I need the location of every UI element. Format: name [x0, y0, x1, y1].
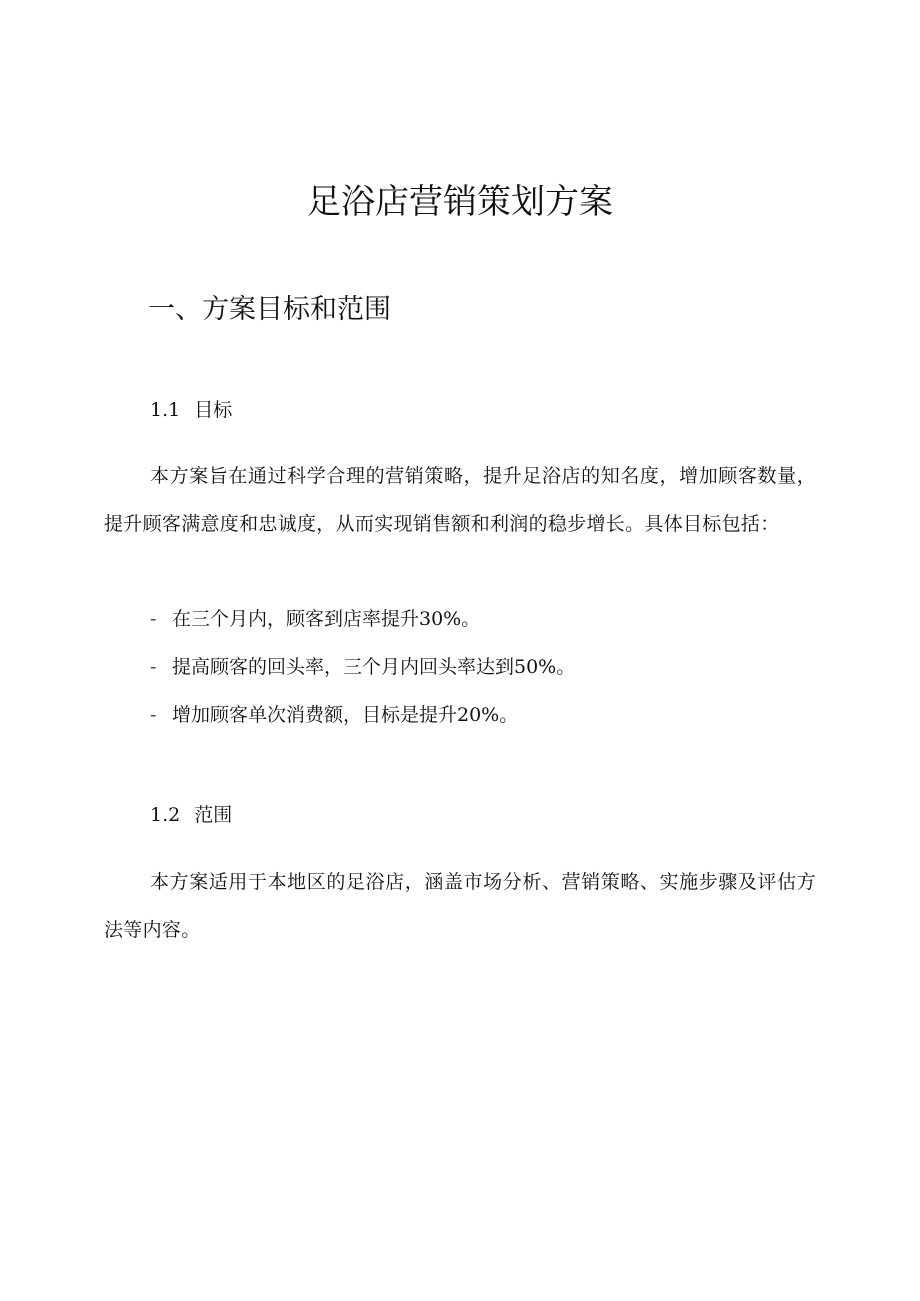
list-item	[150, 604, 480, 634]
list-dash: -	[150, 608, 157, 630]
subsection-number: 1.1	[150, 399, 181, 421]
subsection-heading-goals	[150, 395, 232, 425]
subsection-number: 1.2	[150, 804, 181, 826]
list-item	[150, 652, 575, 682]
subsection-heading-scope	[150, 800, 232, 830]
subsection-title: 范围	[194, 804, 233, 826]
scope-paragraph: 本方案适用于本地区的足浴店，涵盖市场分析、营销策略、实施步骤及评估方法等内容。	[104, 871, 816, 941]
goals-paragraph: 本方案旨在通过科学合理的营销策略，提升足浴店的知名度，增加顾客数量，提升顾客满意度和忠诚度，从而实现销售额和利润的稳步增长。具体目标包括：	[104, 465, 816, 535]
subsection-title: 目标	[194, 399, 233, 421]
list-dash: -	[150, 656, 157, 678]
list-item-text: 提高顾客的回头率，三个月内回头率达到50%。	[172, 656, 576, 678]
list-item	[150, 700, 518, 730]
section-heading: 一、方案目标和范围	[148, 294, 391, 325]
list-item-text: 增加顾客单次消费额，目标是提升20%。	[172, 704, 519, 726]
document-title: 足浴店营销策划方案	[307, 182, 613, 222]
list-dash: -	[150, 704, 157, 726]
list-item-text: 在三个月内，顾客到店率提升30%。	[172, 608, 481, 630]
